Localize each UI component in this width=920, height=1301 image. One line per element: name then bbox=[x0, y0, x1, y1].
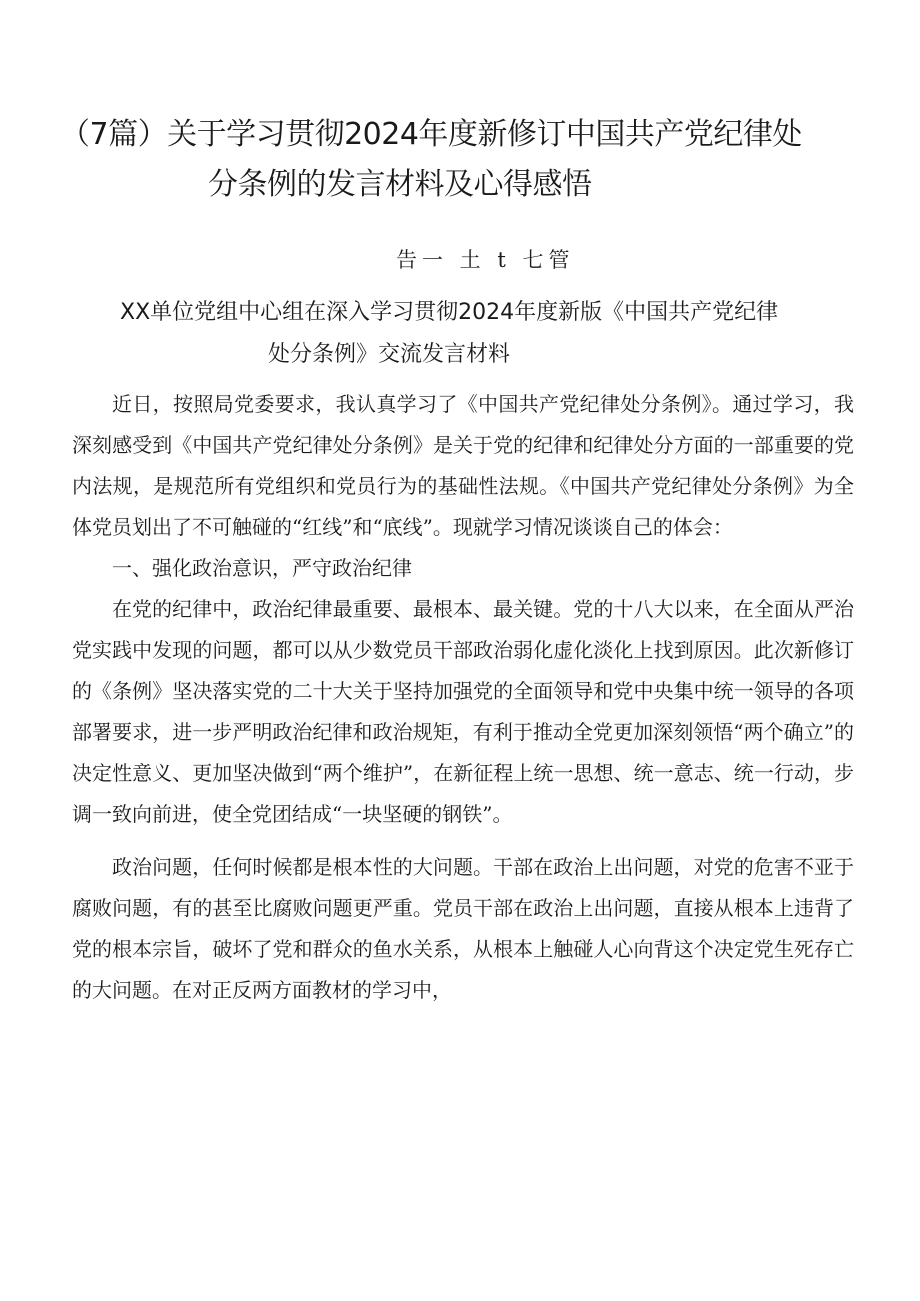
paragraph-political-issues: 政治问题，任何时候都是根本性的大问题。干部在政治上出问题，对党的危害不亚于腐败问题，有的甚至比腐败问题更严重。党员干部在政治上出问题，直接从根本上违背了党的根本宗旨，破坏了党和群众的鱼水关系，从根本上触碰人心向背这个决定党生死存亡的大问题。在对正反两方面教材的学习中， bbox=[72, 855, 854, 1002]
section-heading-1: 一、强化政治意识，严守政治纪律 bbox=[112, 556, 412, 580]
paragraph-intro: 近日，按照局党委要求，我认真学习了《中国共产党纪律处分条例》。通过学习，我深刻感受到《中国共产党纪律处分条例》是关于党的纪律和纪律处分方面的一部重要的党内法规，是规范所有党组织和党员行为的基础性法规。《中国共产党纪律处分条例》为全体党员划出了不可触碰的“红线”和“底线”。现就学习情况谈谈自己的体会： bbox=[72, 392, 854, 539]
title-line-1: （7篇）关于学习贯彻2024年度新修订中国共产党纪律处 bbox=[60, 117, 802, 152]
subtitle-line-2: 处分条例》交流发言材料 bbox=[268, 342, 511, 367]
title-line-2: 分条例的发言材料及心得感悟 bbox=[208, 167, 592, 202]
article-body bbox=[72, 384, 854, 1011]
article-subtitle bbox=[120, 292, 880, 376]
subtitle-line-1: XX单位党组中心组在深入学习贯彻2024年度新版《中国共产党纪律 bbox=[120, 300, 779, 325]
paragraph-political-discipline: 在党的纪律中，政治纪律最重要、最根本、最关键。党的十八大以来，在全面从严治党实践中发现的问题，都可以从少数党员干部政治弱化虚化淡化上找到原因。此次新修订的《条例》坚决落实党的二十大关于坚持加强党的全面领导和党中央集中统一领导的各项部署要求，进一步严明政治纪律和政治规矩，有利于推动全党更加深刻领悟“两个确立”的决定性意义、更加坚决做到“两个维护”，在新征程上统一思想、统一意志、统一行动，步调一致向前进，使全党团结成“一块坚硬的钢铁”。 bbox=[72, 597, 854, 826]
section-label: 告一 土 t 七管 bbox=[396, 248, 575, 272]
document-title bbox=[60, 110, 860, 210]
